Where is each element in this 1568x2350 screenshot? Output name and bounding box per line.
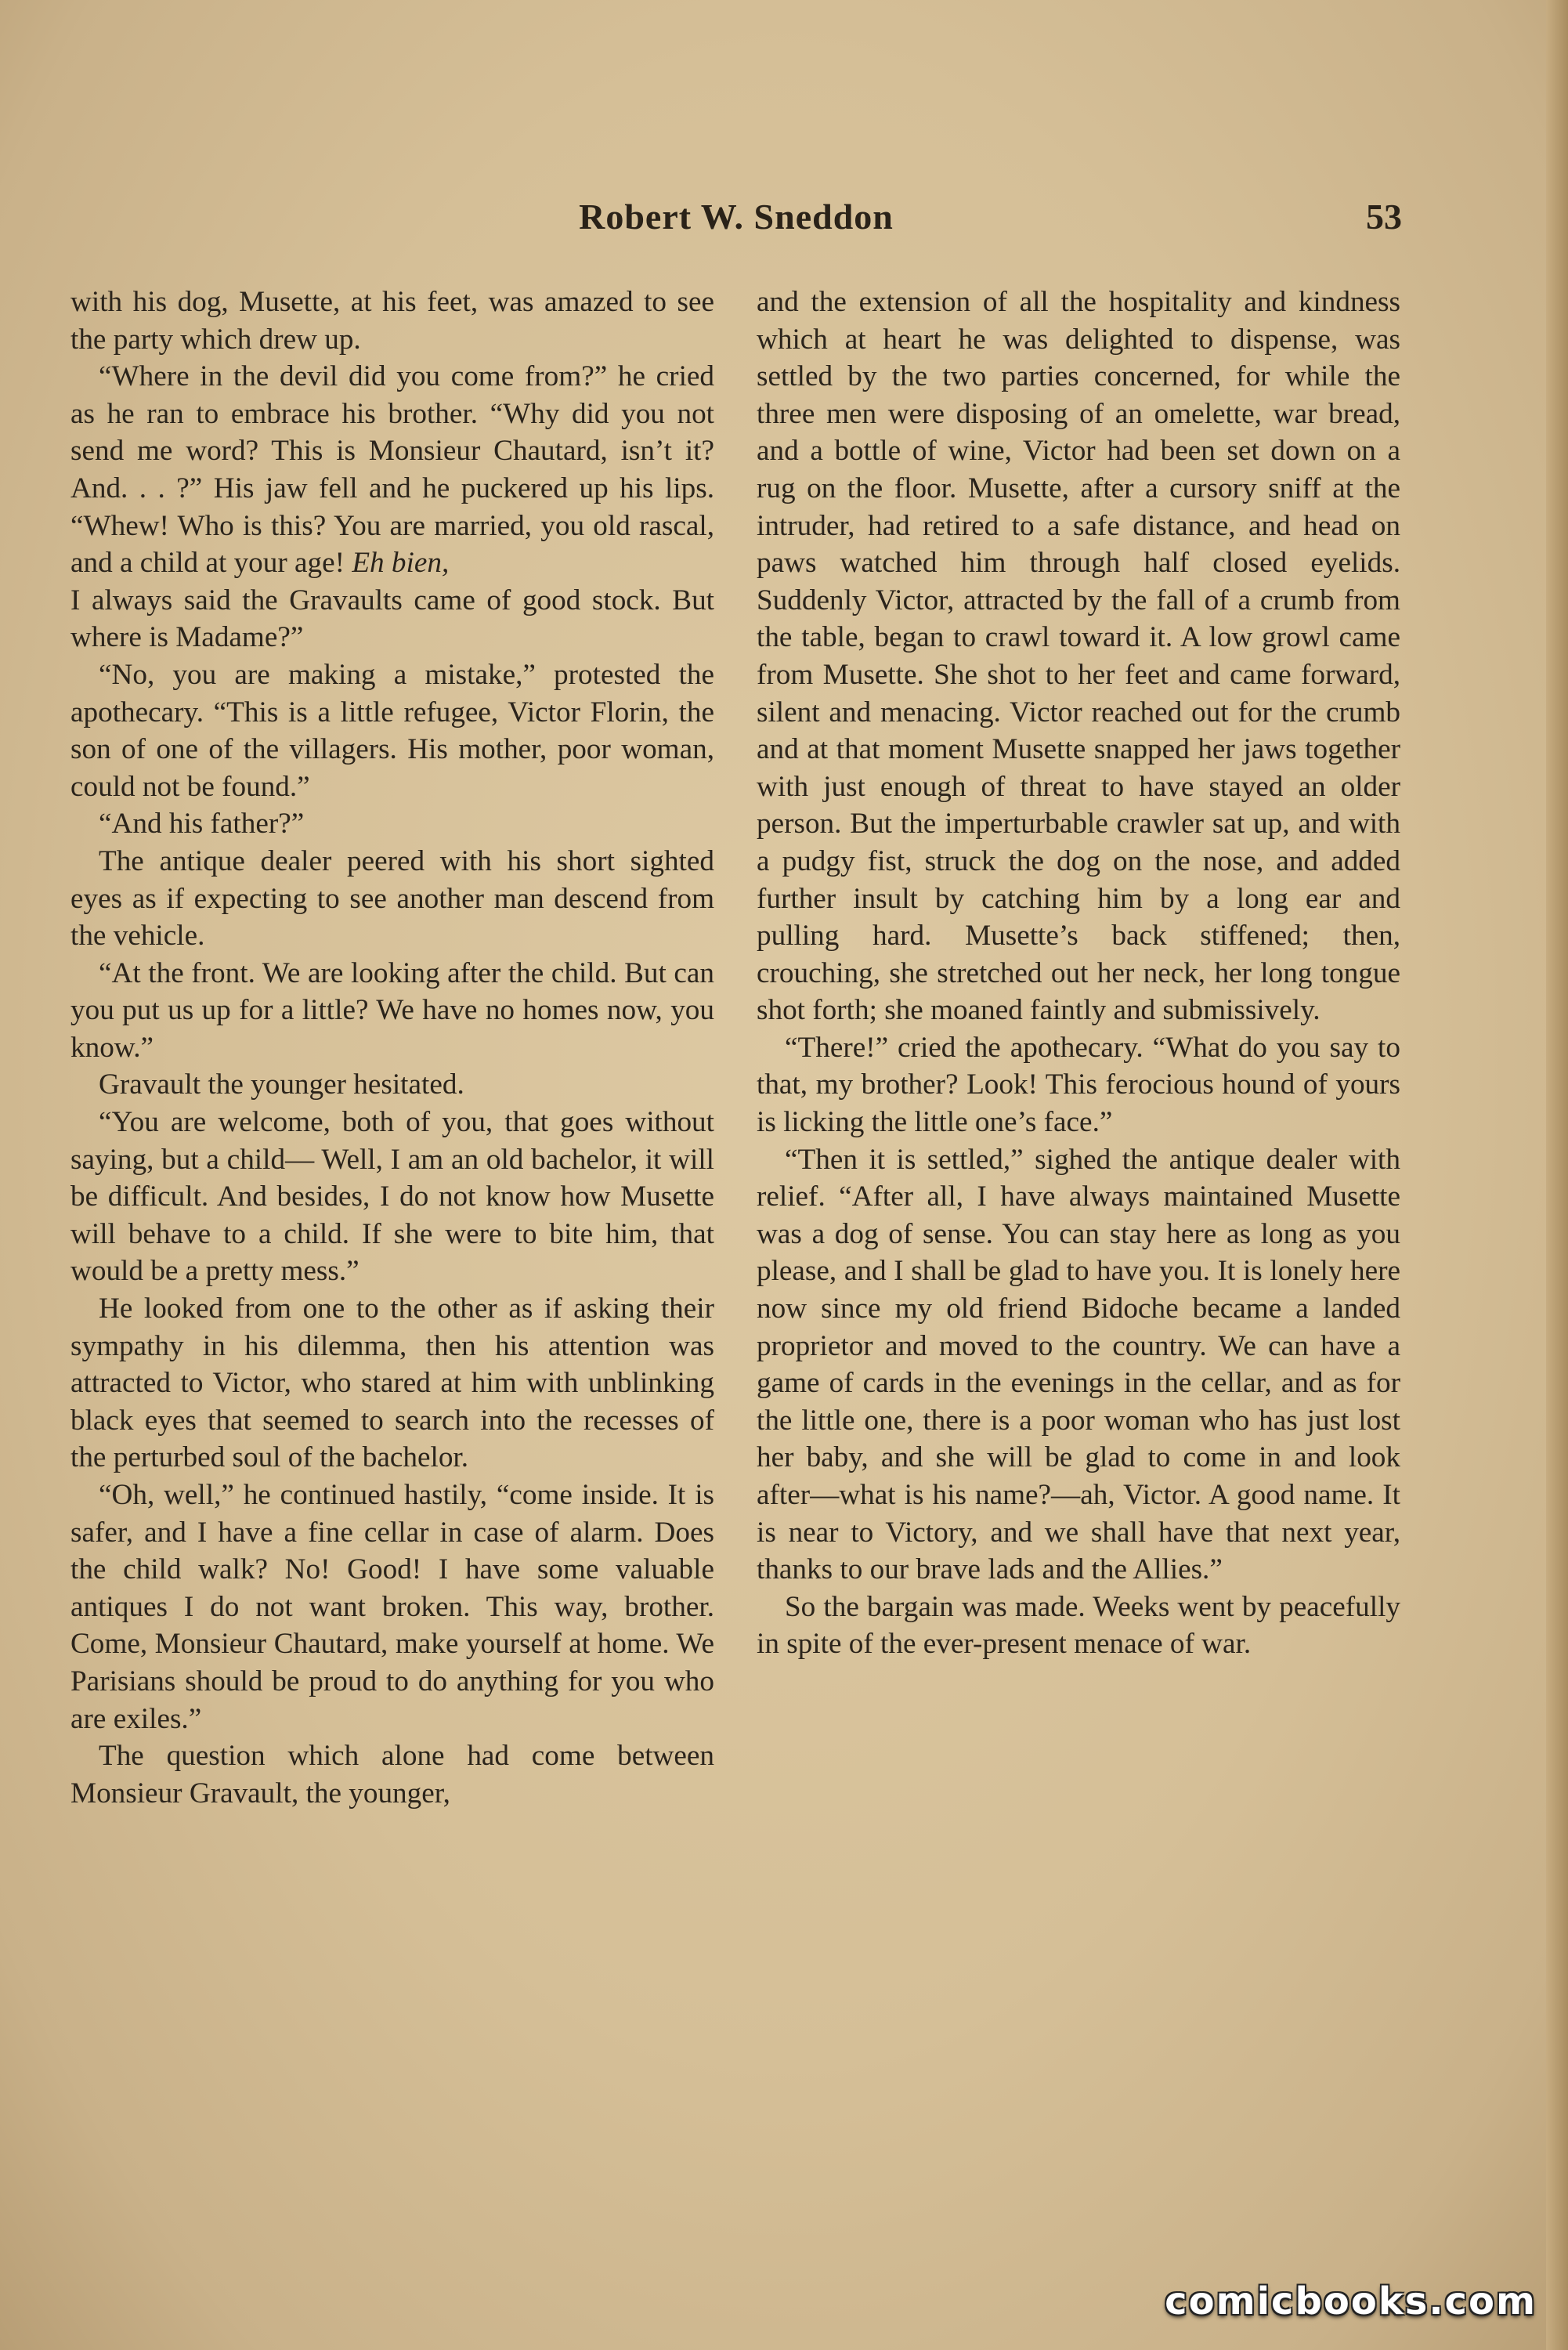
paragraph: “There!” cried the apothecary. “What do you say to that, my brother? Look! This ferocious hound of yours is licking the little one’s face.”: [757, 1031, 1400, 1139]
paragraph: The antique dealer peered with his short sighted eyes as if expecting to see another man descend from the vehicle.: [70, 844, 714, 953]
site-watermark: comicbooks.com: [1165, 2280, 1537, 2323]
page-number: 53: [1366, 197, 1402, 237]
paragraph: “No, you are making a mistake,” protested the apothecary. “This is a little refugee, Victor Florin, the son of one of the villagers. His mother, poor woman, could not be found.”: [70, 658, 714, 803]
left-column: [70, 284, 714, 1812]
paragraph: “Then it is settled,” sighed the antique dealer with relief. “After all, I have always maintained Musette was a dog of sense. You can stay here as long as you please, and I shall be glad to have you. It is lonely here now since my old friend Bidoche became a landed proprietor and moved to the country. We can have a game of cards in the evenings in the cellar, and as for the little one, there is a poor woman who has just lost her baby, and she will be glad to come in and look after—what is his name?—ah, Victor. A good name. It is near to Victory, and we shall have that next year, thanks to our brave lads and the Allies.”: [757, 1143, 1400, 1586]
paragraph: So the bargain was made. Weeks went by peacefully in spite of the ever-present menace of war.: [757, 1590, 1400, 1661]
paragraph: “Where in the devil did you come from?” he cried as he ran to embrace his brother. “Why did you not send me word? This is Monsieur Chautard, isn’t it? And. . . ?” His jaw fell and he puckered up his lips. “Whew! Who is this? You are married, you old rascal, and a child at your age! Eh bien,: [70, 360, 714, 580]
paragraph: with his dog, Musette, at his feet, was amazed to see the party which drew up.: [70, 286, 714, 356]
paragraph: “You are welcome, both of you, that goes without saying, but a child— Well, I am an old bachelor, it will be difficult. And besides, I do not know how Musette will behave to a child. If she were to bite him, that would be a pretty mess.”: [70, 1106, 714, 1288]
paragraph: The question which alone had come between Monsieur Gravault, the younger,: [70, 1740, 714, 1810]
paragraph: Gravault the younger hesitated.: [99, 1068, 464, 1101]
paragraph: I always said the Gravaults came of good stock. But where is Madame?”: [70, 584, 714, 654]
page-edge: [1546, 0, 1568, 2350]
paragraph: and the extension of all the hospitality and kindness which at heart he was delighted to dispense, was settled by the two parties concerned, for while the three men were disposing of an omelette, war bread, and a bottle of wine, Victor had been set down on a rug on the floor. Musette, after a cursory sniff at the intruder, had retired to a safe distance, and head on paws watched him through half closed eyelids. Suddenly Victor, attracted by the fall of a crumb from the table, began to crawl toward it. A low growl came from Musette. She shot to her feet and came forward, silent and menacing. Victor reached out for the crumb and at that moment Musette snapped her jaws together with just enough of threat to have stayed an older person. But the imperturbable crawler sat up, and with a pudgy fist, struck the dog on the nose, and added further insult by catching him by a long ear and pulling hard. Musette’s back stiffened; then, crouching, she stretched out her neck, her long tongue shot forth; she moaned faintly and submissively.: [757, 286, 1400, 1027]
paragraph: “Oh, well,” he continued hastily, “come inside. It is safer, and I have a fine cellar in case of alarm. Does the child walk? No! Good! I have some valuable antiques I do not want broken. This way, brother. Come, Monsieur Chautard, make yourself at home. We Parisians should be proud to do anything for you who are exiles.”: [70, 1479, 714, 1735]
right-column: [757, 284, 1400, 1663]
paragraph: “And his father?”: [99, 808, 305, 841]
paragraph: He looked from one to the other as if asking their sympathy in his dilemma, then his attention was attracted to Victor, who stared at him with unblinking black eyes that seemed to search into the recesses of the perturbed soul of the bachelor.: [70, 1292, 714, 1474]
author-name: Robert W. Sneddon: [579, 197, 894, 237]
paragraph: “At the front. We are looking after the child. But can you put us up for a little? We have no homes now, you know.”: [70, 956, 714, 1064]
italic-phrase: Eh bien,: [352, 547, 450, 580]
running-header: [70, 196, 1402, 251]
